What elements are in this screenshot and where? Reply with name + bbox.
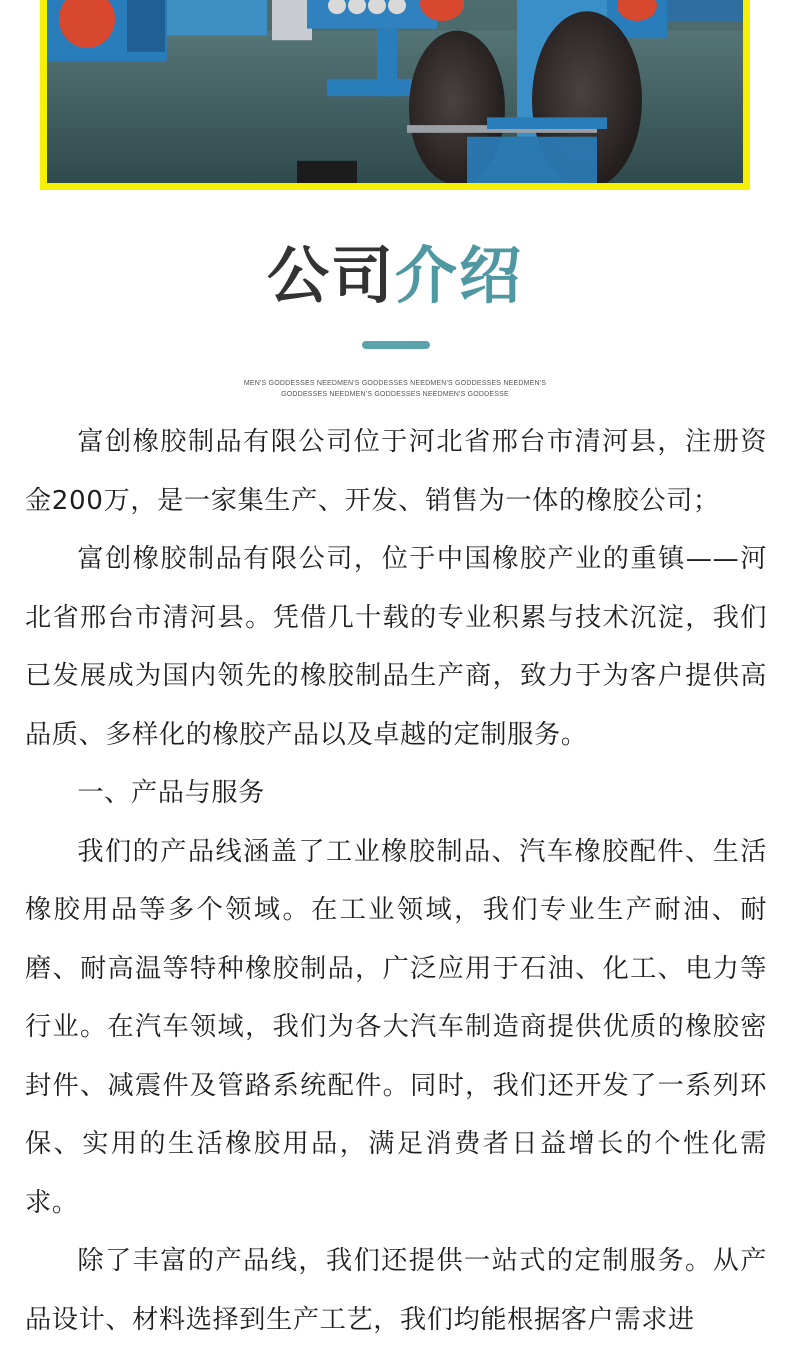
tagline-line: MEN'S GODDESSES NEEDMEN'S GODDESSES NEEDMEN'S GODDESSES NEEDMEN'S: [243, 380, 547, 387]
page-title: [0, 236, 790, 316]
intro-paragraph: 富创橡胶制品有限公司位于河北省邢台市清河县，注册资金200万，是一家集生产、开发、销售为一体的橡胶公司；: [25, 427, 767, 516]
tagline-line: GODDESSES NEEDMEN'S GODDESSES NEEDMEN'S GODDESSE: [281, 391, 509, 398]
section-heading: 一、产品与服务: [77, 778, 265, 808]
intro-paragraph: 除了丰富的产品线，我们还提供一站式的定制服务。从产品设计、材料选择到生产工艺，我们均能根据客户需求进: [25, 1246, 767, 1335]
title-accent: 介绍: [395, 239, 524, 312]
title-dark: 公司: [266, 239, 395, 312]
intro-paragraph: 富创橡胶制品有限公司，位于中国橡胶产业的重镇——河北省邢台市清河县。凭借几十载的专业积累与技术沉淀，我们已发展成为国内领先的橡胶制品生产商，致力于为客户提供高品质、多样化的橡胶产品以及卓越的定制服务。: [25, 544, 767, 750]
title-underline: [362, 341, 430, 349]
tagline: [0, 378, 790, 400]
factory-photo-illustration: [47, 0, 743, 183]
intro-content: [25, 413, 767, 1349]
factory-photo: [40, 0, 750, 190]
intro-paragraph: 我们的产品线涵盖了工业橡胶制品、汽车橡胶配件、生活橡胶用品等多个领域。在工业领域，我们专业生产耐油、耐磨、耐高温等特种橡胶制品，广泛应用于石油、化工、电力等行业。在汽车领域，我们为各大汽车制造商提供优质的橡胶密封件、减震件及管路系统配件。同时，我们还开发了一系列环保、实用的生活橡胶用品，满足消费者日益增长的个性化需求。: [25, 836, 767, 1218]
